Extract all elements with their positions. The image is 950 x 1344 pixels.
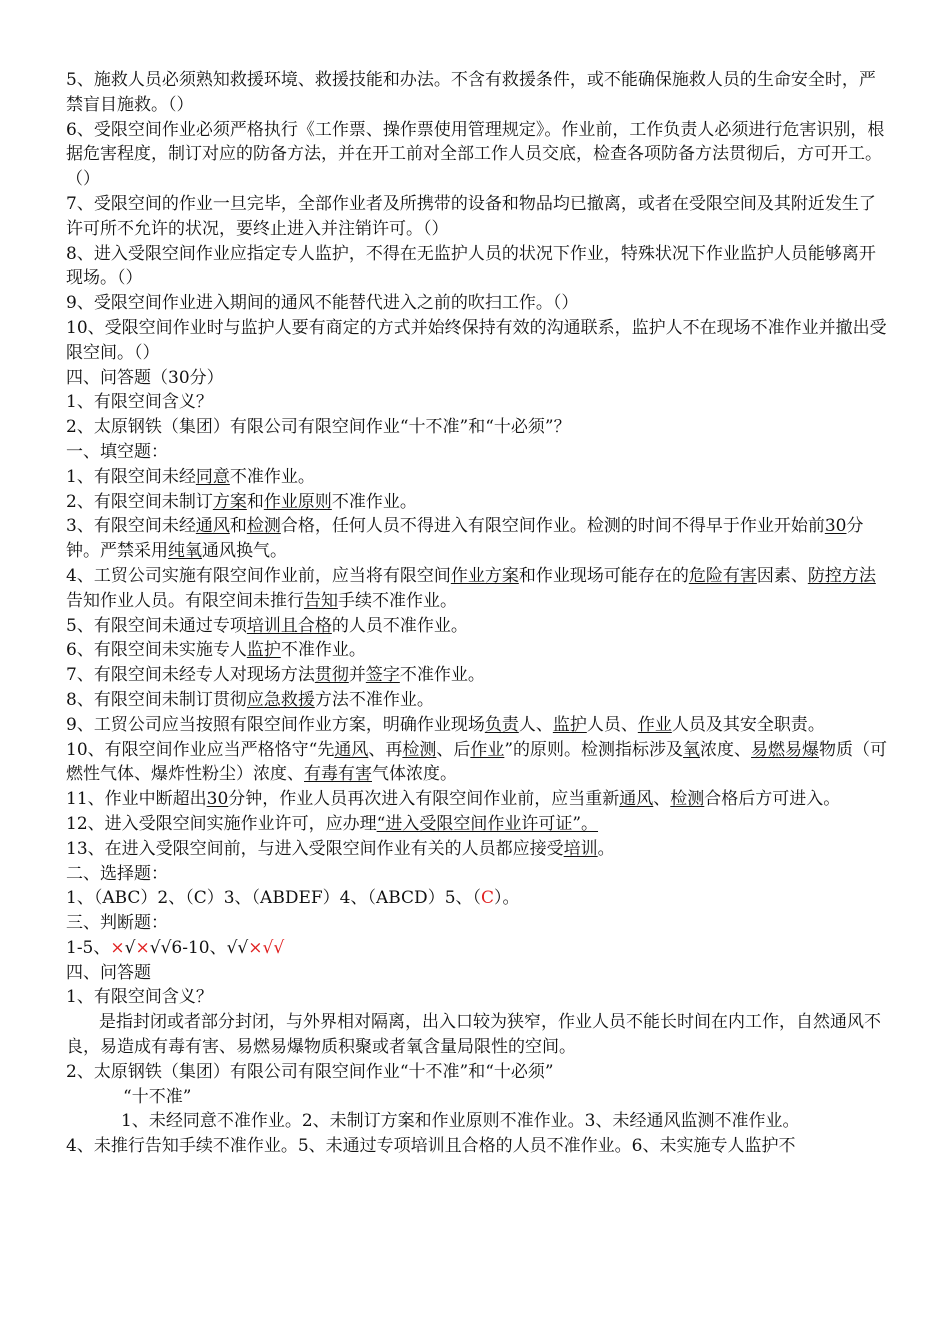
paragraph: [66, 390, 890, 415]
underlined-answer: 监护: [552, 714, 587, 735]
underlined-answer: 告知: [304, 590, 338, 611]
paragraph: [66, 316, 890, 366]
paragraph: [66, 886, 890, 911]
underlined-answer: 签字: [365, 665, 400, 686]
text-run: 不准作业。: [399, 665, 485, 686]
underlined-answer: 方案: [212, 491, 247, 512]
text-run: 因素、: [756, 565, 808, 586]
text-run: 3、有限空间未经: [66, 516, 196, 537]
underlined-answer: 负责: [484, 714, 519, 735]
text-run: 分钟，作业人员再次进入有限空间作业前，应当重新: [228, 789, 620, 810]
text-run: 不准作业。: [331, 491, 417, 512]
text-run: 6、受限空间作业必须严格执行《工作票、操作票使用管理规定》。作业前，工作负责人必须进行危害识别，根据危害程度，制订对应的防备方法，并在开工前对全部工作人员交底，检查各项防备方法贯彻后，方可开工。（）: [66, 119, 885, 190]
text-run: 气体浓度。: [372, 764, 457, 785]
text-run: 物质（可燃性气体、爆炸性粉尘）浓度、: [66, 739, 888, 785]
text-run: 4、未推行告知手续不准作业。5、未通过专项培训且合格的人员不准作业。6、未实施专人监护不: [66, 1136, 796, 1157]
paragraph: [66, 440, 890, 465]
paragraph: [66, 961, 890, 986]
underlined-answer: 易燃易爆: [751, 739, 820, 760]
red-mark: √√: [262, 937, 285, 958]
text-run: 人员及其安全职责。: [671, 714, 825, 735]
paragraph: [66, 911, 890, 936]
text-run: 方法不准作业。: [314, 689, 434, 710]
text-run: 12、进入受限空间实施作业许可，应办理: [66, 813, 377, 834]
underlined-answer: 监护: [246, 640, 281, 661]
text-run: 1、有限空间含义？: [66, 987, 213, 1008]
text-run: 和: [246, 491, 264, 512]
text-run: 分钟。严禁采用: [66, 516, 864, 562]
underlined-answer: 有毒有害: [304, 764, 372, 785]
text-run: 的人员不准作业。: [331, 615, 468, 636]
text-run: 人、: [518, 714, 553, 735]
paragraph: [66, 688, 890, 713]
paragraph: [66, 1060, 890, 1085]
paragraph: [66, 638, 890, 663]
underlined-answer: 培训: [563, 838, 598, 859]
underlined-answer: 检测: [670, 789, 705, 810]
text-run: 、再: [368, 739, 403, 760]
text-run: 1、（ABC）2、（C）3、（ABDEF）4、（ABCD）5、（: [66, 888, 482, 909]
paragraph: [66, 985, 890, 1010]
text-run: 13、在进入受限空间前，与进入受限空间作业有关的人员都应接受: [66, 838, 564, 859]
text-run: 8、有限空间未制订贯彻: [66, 689, 247, 710]
paragraph: [66, 713, 890, 738]
text-run: 5、有限空间未通过专项: [66, 615, 247, 636]
text-run: 和作业现场可能存在的: [518, 565, 689, 586]
paragraph: [66, 1109, 890, 1134]
text-run: 9、受限空间作业进入期间的通风不能替代进入之前的吹扫工作。（）: [66, 293, 579, 314]
text-run: 合格后方可进入。: [704, 789, 841, 810]
underlined-answer: 培训且合格: [246, 615, 332, 636]
underlined-answer: 纯氧: [168, 541, 202, 562]
text-run: 2、有限空间未制订: [66, 491, 213, 512]
paragraph: [66, 118, 890, 192]
underlined-answer: 作业: [637, 714, 672, 735]
red-mark: ×: [248, 937, 263, 958]
text-run: 2、太原钢铁（集团）有限公司有限空间作业“十不准”和“十必须”？: [66, 417, 571, 438]
text-run: 手续不准作业。: [338, 590, 457, 611]
text-run: 4、工贸公司实施有限空间作业前，应当将有限空间: [66, 565, 451, 586]
underlined-answer: “进入受限空间作业许可证”。: [376, 813, 599, 834]
text-run: 1、未经同意不准作业。2、未制订方案和作业原则不准作业。3、未经通风监测不准作业。: [121, 1111, 800, 1132]
paragraph: [66, 1085, 890, 1110]
text-run: 是指封闭或者部分封闭，与外界相对隔离，出入口较为狭窄，作业人员不能长时间在内工作，自然通风不良，易造成有毒有害、易燃易爆物质积聚或者氧含量局限性的空间。: [66, 1012, 881, 1058]
paragraph: [66, 192, 890, 242]
paragraph: [66, 68, 890, 118]
underlined-answer: 通风: [195, 516, 230, 537]
text-run: 6、有限空间未实施专人: [66, 640, 247, 661]
text-run: 7、受限空间的作业一旦完毕，全部作业者及所携带的设备和物品均已撤离，或者在受限空间及其附近发生了许可所不允许的状况，要终止进入并注销许可。（）: [66, 193, 876, 239]
paragraph: [66, 242, 890, 292]
underlined-answer: 30: [824, 516, 847, 537]
text-run: “十不准”: [123, 1086, 192, 1107]
text-run: 7、有限空间未经专人对现场方法: [66, 665, 315, 686]
paragraph: [66, 291, 890, 316]
text-run: 10、有限空间作业应当严格恪守“先: [66, 739, 335, 760]
text-run: 二、选择题：: [66, 863, 168, 884]
text-run: ）。: [494, 888, 520, 909]
text-run: 11、作业中断超出: [66, 789, 207, 810]
paragraph: [66, 787, 890, 812]
underlined-answer: 危险有害: [688, 565, 757, 586]
underlined-answer: 通风: [334, 739, 369, 760]
paragraph: [66, 663, 890, 688]
paragraph: [66, 366, 890, 391]
text-run: 1、有限空间含义？: [66, 392, 213, 413]
text-run: 10、受限空间作业时与监护人要有商定的方式并始终保持有效的沟通联系，监护人不在现场不准作业并撤出受限空间。（）: [66, 317, 887, 363]
text-run: 并: [348, 665, 366, 686]
paragraph: [66, 1010, 890, 1060]
paragraph: [66, 936, 890, 961]
paragraph: [66, 614, 890, 639]
text-run: 2、太原钢铁（集团）有限公司有限空间作业“十不准”和“十必须”: [66, 1061, 554, 1082]
text-run: 合格，任何人员不得进入有限空间作业。检测的时间不得早于作业开始前: [280, 516, 825, 537]
paragraph: [66, 738, 890, 788]
paragraph: [66, 465, 890, 490]
text-run: 四、问答题（30分）: [66, 367, 224, 388]
text-run: 5、施救人员必须熟知救援环境、救援技能和办法。不含有救援条件，或不能确保施救人员的生命安全时，严禁盲目施救。（）: [66, 70, 876, 115]
text-run: √√6-10、√√: [149, 937, 249, 958]
text-run: 一、填空题：: [66, 441, 168, 462]
underlined-answer: 作业原则: [263, 491, 332, 512]
text-run: 和: [229, 516, 247, 537]
text-run: 1-5、: [66, 937, 111, 958]
text-run: 人员、: [586, 714, 638, 735]
paragraph: [66, 514, 890, 564]
text-run: 通风换气。: [202, 541, 287, 562]
text-run: 、: [653, 789, 671, 810]
text-run: √: [124, 937, 136, 958]
paragraph: [66, 564, 890, 614]
paragraph: [66, 415, 890, 440]
text-run: 不准作业。: [280, 640, 366, 661]
red-mark: C: [481, 888, 495, 909]
text-run: 、后: [436, 739, 471, 760]
paragraph: [66, 490, 890, 515]
underlined-answer: 氧: [683, 739, 701, 760]
text-run: 告知作业人员。有限空间未推行: [66, 590, 304, 611]
underlined-answer: 作业: [470, 739, 505, 760]
text-run: 三、判断题：: [66, 913, 168, 934]
underlined-answer: 检测: [246, 516, 281, 537]
text-run: 1、有限空间未经: [66, 466, 196, 487]
paragraph: [66, 812, 890, 837]
underlined-answer: 同意: [195, 466, 230, 487]
underlined-answer: 应急救援: [246, 689, 315, 710]
red-mark: ×: [135, 937, 150, 958]
paragraph: [66, 837, 890, 862]
document-body: [66, 68, 890, 1159]
text-run: ”的原则。检测指标涉及: [504, 739, 684, 760]
red-mark: ×: [110, 937, 125, 958]
text-run: 浓度、: [700, 739, 752, 760]
underlined-answer: 检测: [402, 739, 437, 760]
text-run: 9、工贸公司应当按照有限空间作业方案，明确作业现场: [66, 714, 485, 735]
underlined-answer: 贯彻: [314, 665, 349, 686]
underlined-answer: 30: [206, 789, 229, 810]
underlined-answer: 通风: [619, 789, 654, 810]
text-run: 不准作业。: [229, 466, 315, 487]
paragraph: [66, 1134, 890, 1159]
text-run: 8、进入受限空间作业应指定专人监护，不得在无监护人员的状况下作业，特殊状况下作业监护人员能够离开现场。（）: [66, 243, 876, 289]
underlined-answer: 防控方法: [807, 565, 876, 586]
text-run: 四、问答题: [66, 962, 151, 983]
text-run: 。: [597, 838, 615, 859]
underlined-answer: 作业方案: [450, 565, 519, 586]
paragraph: [66, 862, 890, 887]
